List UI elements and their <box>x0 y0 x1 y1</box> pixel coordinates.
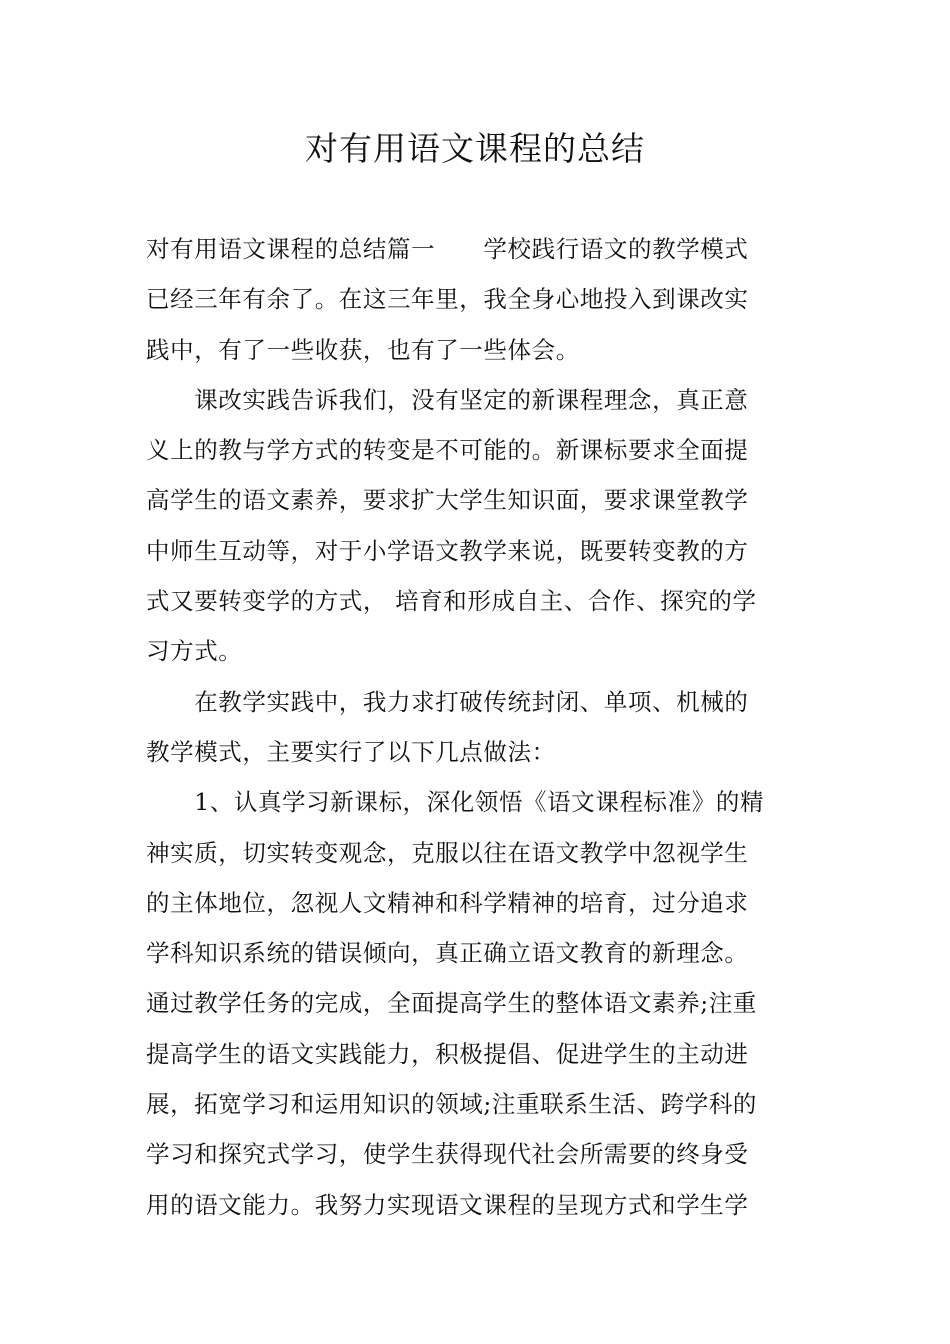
body-line: 学习和探究式学习，使学生获得现代社会所需要的终身受 <box>146 1140 749 1169</box>
body-line: 神实质，切实转变观念，克服以往在语文教学中忽视学生 <box>146 838 749 867</box>
body-line: 中师生互动等，对于小学语文教学来说，既要转变教的方 <box>146 536 749 565</box>
body-line: 义上的教与学方式的转变是不可能的。新课标要求全面提 <box>146 436 749 465</box>
body-line: 展，拓宽学习和运用知识的领域;注重联系生活、跨学科的 <box>146 1090 758 1119</box>
document-body <box>146 224 808 1230</box>
document-title: 对有用语文课程的总结 <box>305 129 645 168</box>
body-line: 课改实践告诉我们，没有坚定的新课程理念，真正意 <box>146 385 749 414</box>
body-line: 对有用语文课程的总结篇一 学校践行语文的教学模式 <box>146 235 749 263</box>
body-line: 高学生的语文素养，要求扩大学生知识面，要求课堂教学 <box>146 486 749 515</box>
body-line: 已经三年有余了。在这三年里，我全身心地投入到课改实 <box>146 285 749 314</box>
body-line: 提高学生的语文实践能力，积极提倡、促进学生的主动进 <box>146 1039 749 1068</box>
body-line: 通过教学任务的完成，全面提高学生的整体语文素养;注重 <box>146 989 758 1018</box>
body-line: 在教学实践中，我力求打破传统封闭、单项、机械的 <box>146 687 749 716</box>
body-line: 用的语文能力。我努力实现语文课程的呈现方式和学生学 <box>146 1190 749 1219</box>
body-line: 的主体地位，忽视人文精神和科学精神的培育，过分追求 <box>146 888 749 917</box>
body-line: 践中，有了一些收获，也有了一些体会。 <box>146 335 580 364</box>
body-line: 1、认真学习新课标，深化领悟《语文课程标准》的精 <box>146 788 765 817</box>
body-line: 教学模式，主要实行了以下几点做法： <box>146 737 556 766</box>
body-line: 学科知识系统的错误倾向，真正确立语文教育的新理念。 <box>146 939 749 968</box>
body-line: 式又要转变学的方式， 培育和形成自主、合作、探究的学 <box>146 587 757 616</box>
body-line: 习方式。 <box>146 637 243 666</box>
